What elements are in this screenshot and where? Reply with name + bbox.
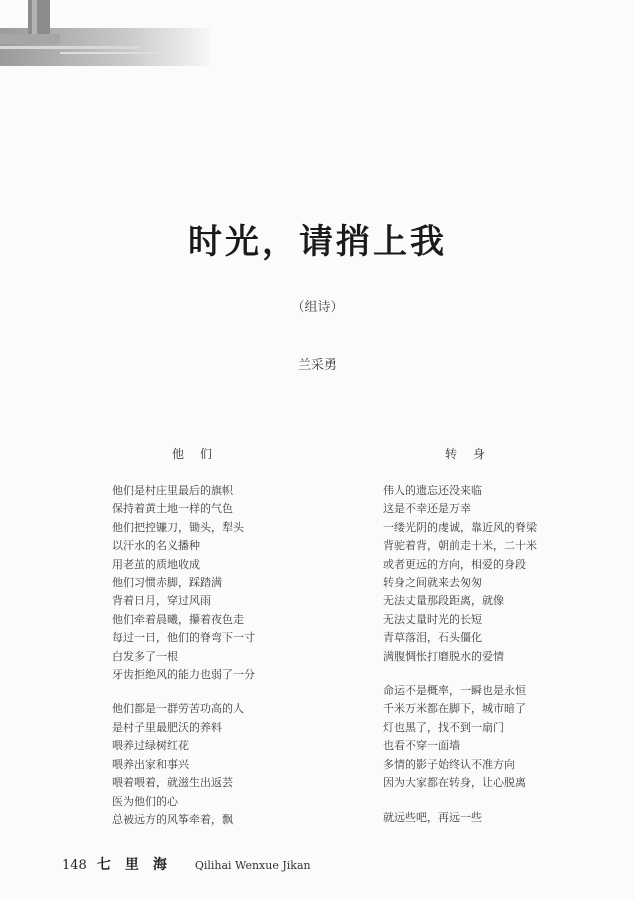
header-decoration [0, 0, 210, 66]
poem-line: 无法丈量那段距离，就像 [383, 594, 504, 608]
poem-line: 多情的影子始终认不准方向 [383, 757, 515, 771]
poem-line: 满腹惆怅打磨脱水的爱情 [383, 649, 504, 663]
poem-line: 他们牵着晨曦，攥着夜色走 [112, 612, 244, 626]
poem-line: 因为大家都在转身，让心脱离 [383, 776, 526, 790]
poem-line: 命运不是概率，一瞬也是永恒 [383, 684, 526, 698]
poem-line: 青草落泪，石头僵化 [383, 631, 482, 645]
poem-line: 他们把控镰刀，锄头，犁头 [112, 520, 244, 534]
poem-line: 无法丈量时光的长短 [383, 612, 482, 626]
poem-line: 喂着喂着，就滋生出返芸 [112, 776, 233, 790]
poem-line: 喂养出家和事兴 [112, 757, 189, 771]
poem-line: 转身之间就来去匆匆 [383, 576, 482, 590]
stanza [383, 809, 603, 827]
poem-line: 保持着黄土地一样的气色 [112, 502, 233, 516]
poem-line: 喂养过绿树红花 [112, 739, 189, 753]
poem-line: 用老茧的质地收成 [112, 557, 200, 571]
article-title: 时光，请捎上我 [188, 222, 447, 262]
poem-line: 每过一日，他们的脊弯下一寸 [112, 631, 255, 645]
poem-line: 总被远方的风筝牵着，飘 [112, 812, 233, 826]
poem-heading: 他 们 [172, 447, 218, 461]
poem-line: 伟人的遗忘还没来临 [383, 484, 482, 497]
stanza [112, 700, 332, 829]
journal-pinyin: Qilihai Wenxue Jikan [194, 859, 311, 872]
poem-line: 也看不穿一面墙 [383, 739, 460, 753]
stanza [383, 682, 603, 792]
poem-column-right [383, 445, 603, 843]
page-footer [62, 854, 311, 874]
poem-line: 他们是村庄里最后的旗帜 [112, 484, 233, 497]
author-name: 兰采勇 [297, 358, 337, 373]
poem-line: 灯也黑了，找不到一扇门 [383, 720, 504, 734]
poem-line: 牙齿拒绝风的能力也弱了一分 [112, 668, 255, 682]
journal-name: 七里海 [96, 857, 181, 873]
poem-line: 医为他们的心 [112, 794, 178, 808]
article-subtitle: （组诗） [291, 300, 344, 315]
poem-line: 一缕光阴的虔诚，靠近风的脊梁 [383, 520, 537, 534]
poem-line: 背驼着背，朝前走十米，二十米 [383, 539, 537, 553]
poem-line: 白发多了一根 [112, 649, 178, 663]
poem-line: 他们习惯赤脚，踩踏满 [112, 576, 222, 590]
page-number: 148 [62, 858, 87, 873]
stanza [112, 482, 332, 684]
poem-line: 就远些吧，再远一些 [383, 810, 482, 824]
poem-heading: 转 身 [445, 447, 491, 461]
poem-line: 是村子里最肥沃的养料 [112, 720, 222, 734]
poem-line: 以汗水的名义播种 [112, 539, 200, 553]
stanza [383, 482, 603, 666]
poem-column-left [112, 445, 332, 845]
poem-line: 或者更远的方向，相爱的身段 [383, 557, 526, 571]
poem-line: 背着日月，穿过风雨 [112, 594, 211, 608]
poem-line: 这是不幸还是万幸 [383, 502, 471, 516]
poem-line: 千米万米都在脚下，城市暗了 [383, 702, 526, 716]
poem-line: 他们都是一群劳苦功高的人 [112, 702, 244, 716]
